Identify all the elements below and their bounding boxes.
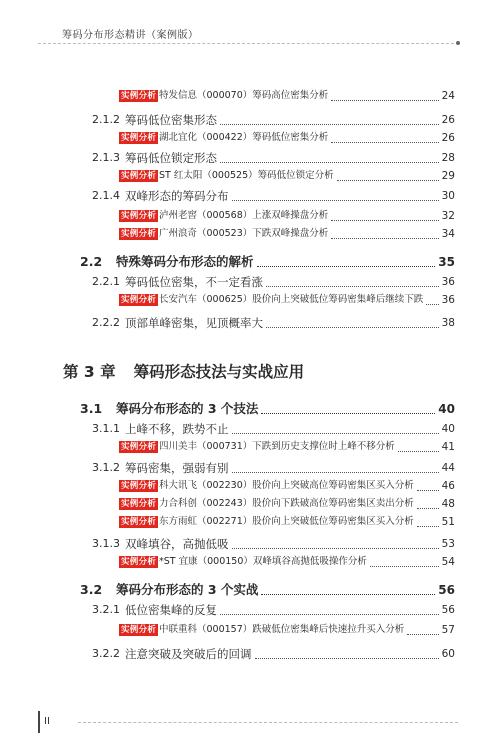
dot-leader (255, 658, 439, 659)
entry-page-number: 46 (441, 480, 455, 492)
toc-example-entry[interactable] (0, 439, 500, 455)
entry-number: 3.2.1 (92, 603, 120, 616)
entry-page-number: 41 (441, 441, 455, 453)
entry-page-number: 40 (441, 423, 455, 435)
entry-title: 科大讯飞（002230）股价向上突破高位筹码密集区买入分析 (159, 480, 414, 491)
example-badge: 实例分析 (121, 229, 157, 239)
toc-example-entry[interactable] (0, 292, 500, 308)
dot-leader (337, 180, 439, 181)
entry-title: 筹码分布形态的 3 个技法 (116, 401, 259, 416)
entry-number: 3.2.2 (92, 647, 120, 660)
entry-page-number: 51 (441, 516, 455, 528)
toc-subsection-entry[interactable] (0, 188, 500, 204)
entry-page-number: 56 (441, 604, 455, 616)
entry-page-number: 35 (438, 255, 455, 269)
dot-leader (370, 566, 439, 567)
dot-leader (232, 472, 439, 473)
entry-page-number: 36 (441, 276, 455, 288)
entry-page-number: 29 (441, 170, 455, 182)
toc-example-entry[interactable] (0, 496, 500, 512)
toc-example-entry[interactable] (0, 554, 500, 570)
entry-title: 筹码低位密集，不一定看涨 (125, 275, 263, 289)
example-badge: 实例分析 (121, 211, 157, 221)
dot-leader (407, 634, 438, 635)
dot-leader (331, 220, 438, 221)
toc-section-entry[interactable] (0, 254, 500, 270)
toc-subsection-entry[interactable] (0, 646, 500, 662)
dot-leader (426, 304, 438, 305)
toc-example-entry[interactable] (0, 208, 500, 224)
toc-example-entry[interactable] (0, 168, 500, 184)
entry-title: 力合科创（002243）股价向下跌破高位筹码密集区卖出分析 (159, 498, 414, 509)
entry-page-number: 26 (441, 114, 455, 126)
toc-example-entry[interactable] (0, 88, 500, 104)
dot-leader (331, 100, 438, 101)
dot-leader (232, 433, 439, 434)
entry-page-number: 60 (441, 648, 455, 660)
entry-title: 四川美丰（000731）下跌到历史支撑位时上峰不移分析 (159, 441, 395, 452)
entry-page-number: 32 (441, 210, 455, 222)
entry-page-number: 48 (441, 498, 455, 510)
entry-number: 3.2 (80, 582, 103, 597)
entry-number: 2.1.2 (92, 113, 120, 126)
toc-example-entry[interactable] (0, 478, 500, 494)
entry-title: 泸州老窖（000568）上涨双峰操盘分析 (159, 210, 329, 221)
entry-title: 注意突破及突破后的回调 (125, 647, 252, 661)
example-badge: 实例分析 (121, 625, 157, 635)
entry-title: ST 红太阳（000525）筹码低位锁定分析 (159, 170, 334, 181)
entry-title: 广州浪奇（000523）下跌双峰操盘分析 (159, 228, 329, 239)
entry-title: 特殊筹码分布形态的解析 (116, 254, 254, 269)
toc-subsection-entry[interactable] (0, 150, 500, 166)
entry-page-number: 57 (441, 624, 455, 636)
dot-leader (266, 327, 439, 328)
dot-leader (398, 451, 439, 452)
dot-leader (417, 508, 439, 509)
entry-title: 筹码分布形态的 3 个实战 (116, 582, 259, 597)
entry-title: 东方雨虹（002271）股价向上突破低位筹码密集区买入分析 (159, 516, 414, 527)
toc-subsection-entry[interactable] (0, 315, 500, 331)
entry-number: 3.1.1 (92, 422, 120, 435)
dot-leader (331, 238, 438, 239)
dot-leader (331, 142, 438, 143)
example-badge: 实例分析 (121, 295, 157, 305)
entry-title: 筹码低位锁定形态 (125, 151, 217, 165)
entry-page-number: 54 (441, 556, 455, 568)
dot-leader (261, 413, 435, 414)
example-badge: 实例分析 (121, 481, 157, 491)
entry-page-number: 24 (441, 90, 455, 102)
example-badge: 实例分析 (121, 91, 157, 101)
entry-number: 2.1.4 (92, 189, 120, 202)
toc-section-entry[interactable] (0, 582, 500, 598)
toc-subsection-entry[interactable] (0, 421, 500, 437)
entry-page-number: 53 (441, 538, 455, 550)
example-badge: 实例分析 (121, 517, 157, 527)
entry-title: 上峰不移，跌势不止 (125, 422, 229, 436)
entry-title: 湖北宜化（000422）筹码低位密集分析 (159, 132, 329, 143)
example-badge: 实例分析 (121, 442, 157, 452)
chapter-title: 筹码形态技法与实战应用 (133, 363, 305, 381)
entry-number: 3.1 (80, 401, 103, 416)
toc-example-entry[interactable] (0, 622, 500, 638)
book-title: 筹码分布形态精讲（案例版） (62, 30, 199, 41)
dot-leader (232, 200, 439, 201)
entry-title: 筹码密集，强弱有别 (125, 461, 229, 475)
toc-section-entry[interactable] (0, 401, 500, 417)
footer-divider (78, 722, 458, 723)
entry-number: 2.2.2 (92, 316, 120, 329)
toc-subsection-entry[interactable] (0, 602, 500, 618)
entry-number: 2.1.3 (92, 151, 120, 164)
entry-title: 顶部单峰密集，见顶概率大 (125, 316, 263, 330)
toc-subsection-entry[interactable] (0, 112, 500, 128)
entry-title: 低位密集峰的反复 (125, 603, 217, 617)
dot-leader (232, 548, 439, 549)
entry-page-number: 30 (441, 190, 455, 202)
toc-subsection-entry[interactable] (0, 274, 500, 290)
toc-subsection-entry[interactable] (0, 536, 500, 552)
entry-title: *ST 宜康（000150）双峰填谷高抛低吸操作分析 (159, 556, 367, 567)
toc-example-entry[interactable] (0, 226, 500, 242)
entry-page-number: 56 (438, 583, 455, 597)
entry-page-number: 44 (441, 462, 455, 474)
entry-number: 3.1.2 (92, 461, 120, 474)
entry-page-number: 28 (441, 152, 455, 164)
example-badge: 实例分析 (121, 171, 157, 181)
entry-page-number: 36 (441, 294, 455, 306)
footer-bar (38, 711, 40, 733)
entry-title: 特发信息（000070）筹码高位密集分析 (159, 90, 329, 101)
dot-leader (266, 286, 439, 287)
entry-title: 筹码低位密集形态 (125, 113, 217, 127)
example-badge: 实例分析 (121, 133, 157, 143)
page-number: II (44, 716, 50, 727)
entry-page-number: 26 (441, 132, 455, 144)
chapter-heading (63, 360, 322, 382)
entry-page-number: 40 (438, 402, 455, 416)
example-badge: 实例分析 (121, 499, 157, 509)
toc-example-entry[interactable] (0, 514, 500, 530)
chapter-number: 第 3 章 (63, 363, 116, 381)
example-badge: 实例分析 (121, 557, 157, 567)
entry-page-number: 34 (441, 228, 455, 240)
toc-subsection-entry[interactable] (0, 460, 500, 476)
entry-number: 2.2.1 (92, 275, 120, 288)
entry-title: 中联重科（000157）跌破低位密集峰后快速拉升买入分析 (159, 624, 405, 635)
entry-page-number: 38 (441, 317, 455, 329)
entry-title: 双峰填谷，高抛低吸 (125, 537, 229, 551)
dot-leader (220, 162, 439, 163)
dot-leader (257, 266, 436, 267)
entry-number: 2.2 (80, 254, 103, 269)
toc-example-entry[interactable] (0, 130, 500, 146)
dot-leader (261, 594, 435, 595)
dot-leader (220, 124, 439, 125)
entry-title: 长安汽车（000625）股价向上突破低位筹码密集峰后继续下跌 (159, 294, 424, 305)
entry-title: 双峰形态的筹码分布 (125, 189, 229, 203)
dot-leader (220, 614, 439, 615)
header-divider (38, 43, 454, 44)
entry-number: 3.1.3 (92, 537, 120, 550)
dot-leader (417, 490, 439, 491)
dot-leader (417, 526, 439, 527)
